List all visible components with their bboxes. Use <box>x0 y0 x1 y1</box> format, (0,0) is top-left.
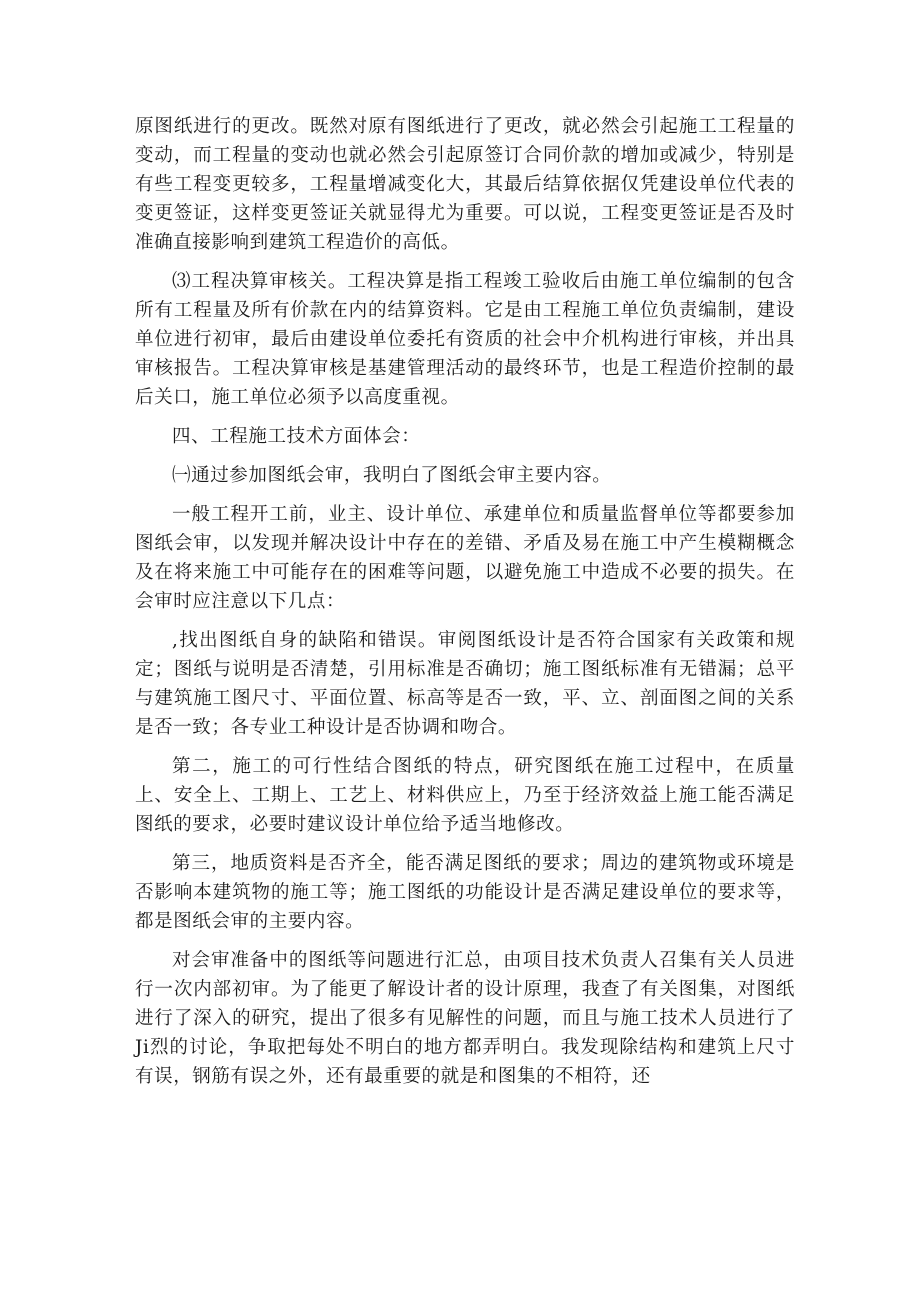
paragraph-engineering-change: 原图纸进行的更改。既然对原有图纸进行了更改，就必然会引起施工工程量的变动，而工程量的变动也就必然会引起原签订合同价款的增加或减少，特别是有些工程变更较多，工程量增减变化大，其最后结算依据仅凭建设单位代表的变更签证，这样变更签证关就显得尤为重要。可以说，工程变更签证是否及时准确直接影响到建筑工程造价的高低。 <box>135 116 795 253</box>
paragraph-point-one: ,找出图纸自身的缺陷和错误。审阅图纸设计是否符合国家有关政策和规定；图纸与说明是否清楚，引用标准是否确切；施工图纸标准有无错漏；总平与建筑施工图尺寸、平面位置、标高等是否一致，平、立、剖面图之间的关系是否一致；各专业工种设计是否协调和吻合。 <box>135 630 795 738</box>
subsection-heading-drawing-review: ㈠通过参加图纸会审，我明白了图纸会审主要内容。 <box>172 465 612 486</box>
paragraph-drawing-review-intro: 一般工程开工前，业主、设计单位、承建单位和质量监督单位等都要参加图纸会审，以发现并解决设计中存在的差错、矛盾及易在施工中产生模糊概念及在将来施工中可能存在的困难等问题，以避免施工中造成不必要的损失。在会审时应注意以下几点： <box>135 504 795 612</box>
document-body <box>135 112 795 1101</box>
paragraph-final-account-review: ⑶工程决算审核关。工程决算是指工程竣工验收后由施工单位编制的包含所有工程量及所有价款在内的结算资料。它是由工程施工单位负责编制，建设单位进行初审，最后由建设单位委托有资质的社会中介机构进行审核，并出具审核报告。工程决算审核是基建管理活动的最终环节，也是工程造价控制的最后关口，施工单位必须予以高度重视。 <box>135 271 795 408</box>
section-heading-construction-technique: 四、工程施工技术方面体会： <box>172 426 421 447</box>
paragraph-point-two: 第二，施工的可行性结合图纸的特点，研究图纸在施工过程中，在质量上、安全上、工期上、工艺上、材料供应上，乃至于经济效益上施工能否满足图纸的要求，必要时建议设计单位给予适当地修改。 <box>135 756 795 835</box>
paragraph-point-three: 第三，地质资料是否齐全，能否满足图纸的要求；周边的建筑物或环境是否影响本建筑物的施工等；施工图纸的功能设计是否满足建设单位的要求等，都是图纸会审的主要内容。 <box>135 853 795 932</box>
paragraph-internal-review: 对会审准备中的图纸等问题进行汇总，由项目技术负责人召集有关人员进行一次内部初审。为了能更了解设计者的设计原理，我查了有关图集，对图纸进行了深入的研究，提出了很多有见解性的问题，而且与施工技术人员进行了Ji烈的讨论，争取把每处不明白的地方都弄明白。我发现除结构和建筑上尺寸有误，钢筋有误之外，还有最重要的就是和图集的不相符，还 <box>135 950 795 1087</box>
